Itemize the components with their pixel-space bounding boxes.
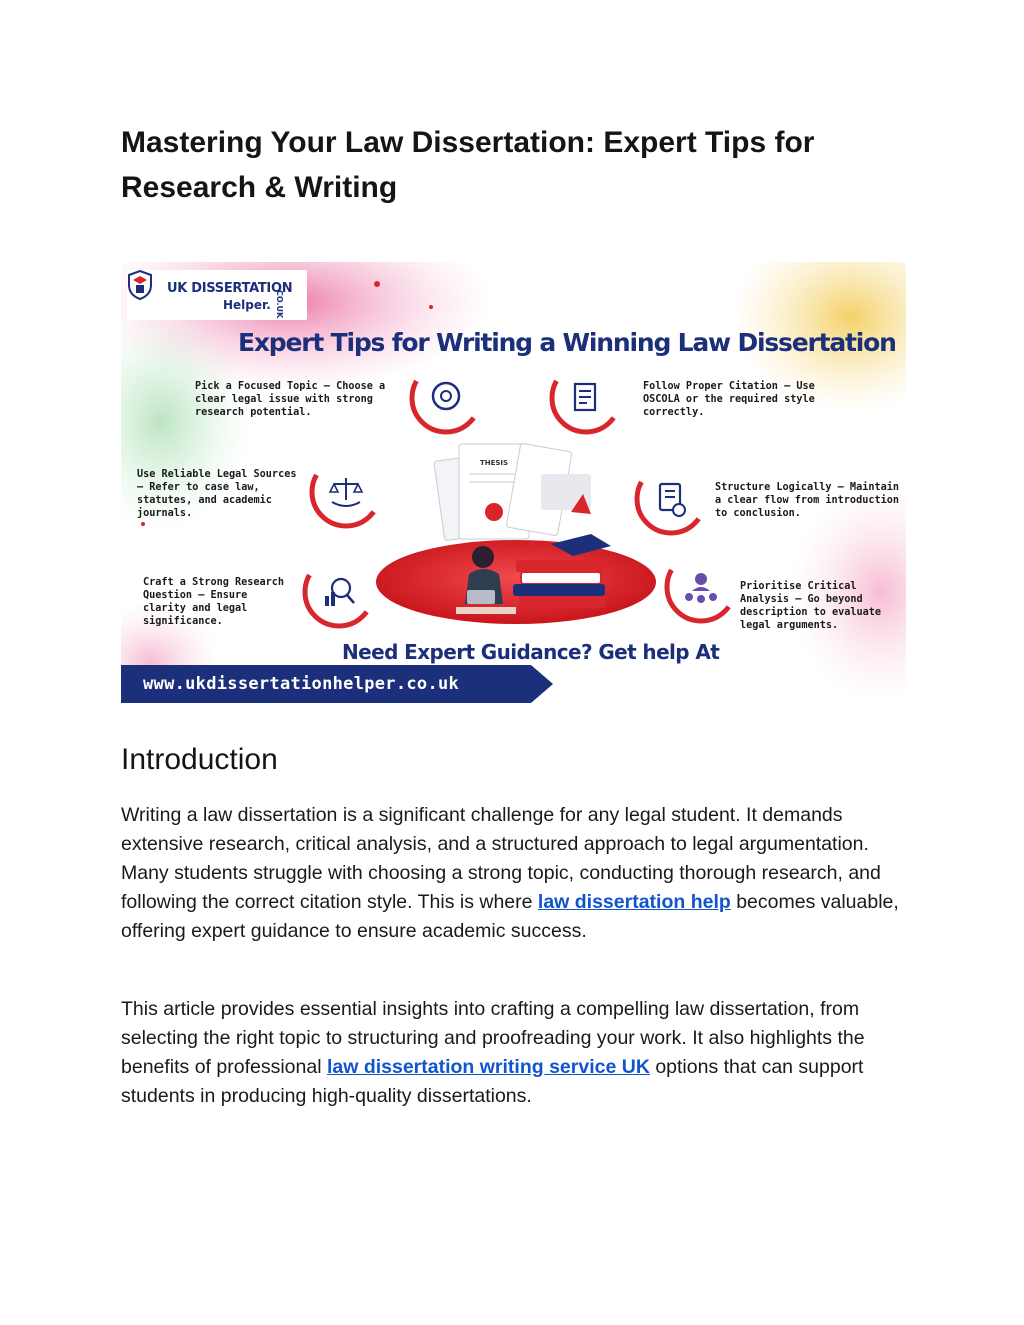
intro-paragraph-1 [121,801,911,946]
shield-icon [127,270,153,300]
tip-focused-topic: Pick a Focused Topic – Choose a clear legal issue with strong research potential. [195,381,386,418]
tip-critical-analysis: Prioritise Critical Analysis – Go beyond description to evaluate legal arguments. [740,581,882,631]
intro-p2-text-a: This article provides essential insights into crafting a compelling law dissertation, from selecting the right topic to structuring and proofreading your work. It also highlights the benefits of professional [121,998,865,1078]
intro-p1-text-a: Writing a law dissertation is a significant challenge for any legal student. It demands extensive research, critical analysis, and a structured approach to legal argumentation. Many students struggle with choosing a strong topic, conducting thorough research, and following the correct citation style. This is where [121,804,881,913]
tip-legal-sources: Use Reliable Legal Sources – Refer to case law, statutes, and academic journals. [137,469,297,519]
brand-logo [127,270,307,320]
banner-url: www.ukdissertationhelper.co.uk [143,674,460,694]
document-title: Mastering Your Law Dissertation: Expert Tips for Research & Writing [121,126,815,204]
tip-research-question: Craft a Strong Research Question – Ensure clarity and legal significance. [143,577,285,627]
intro-p1-text-b: becomes valuable, offering expert guidance to ensure academic success. [121,891,899,942]
logo-domain: CO.UK [275,290,284,319]
section-heading-introduction: Introduction [121,743,278,776]
student-illustration [376,443,656,624]
logo-sub: Helper. [223,298,271,312]
banner-headline: Expert Tips for Writing a Winning Law Dissertation [238,328,896,357]
intro-p2-text-b: options that can support students in producing high-quality dissertations. [121,1056,864,1107]
law-dissertation-writing-service-link[interactable]: law dissertation writing service UK [326,1056,650,1078]
infographic-banner [121,262,906,703]
banner-cta: Need Expert Guidance? Get help At [342,640,720,664]
tip-structure: Structure Logically – Maintain a clear flow from introduction to conclusion. [715,482,900,519]
intro-paragraph-2 [121,995,911,1111]
tip-citation: Follow Proper Citation – Use OSCOLA or the required style correctly. [643,381,815,418]
law-dissertation-help-link[interactable]: law dissertation help [537,891,731,913]
logo-name: UK DISSERTATION [167,281,293,296]
thesis-label: THESIS [479,459,509,467]
